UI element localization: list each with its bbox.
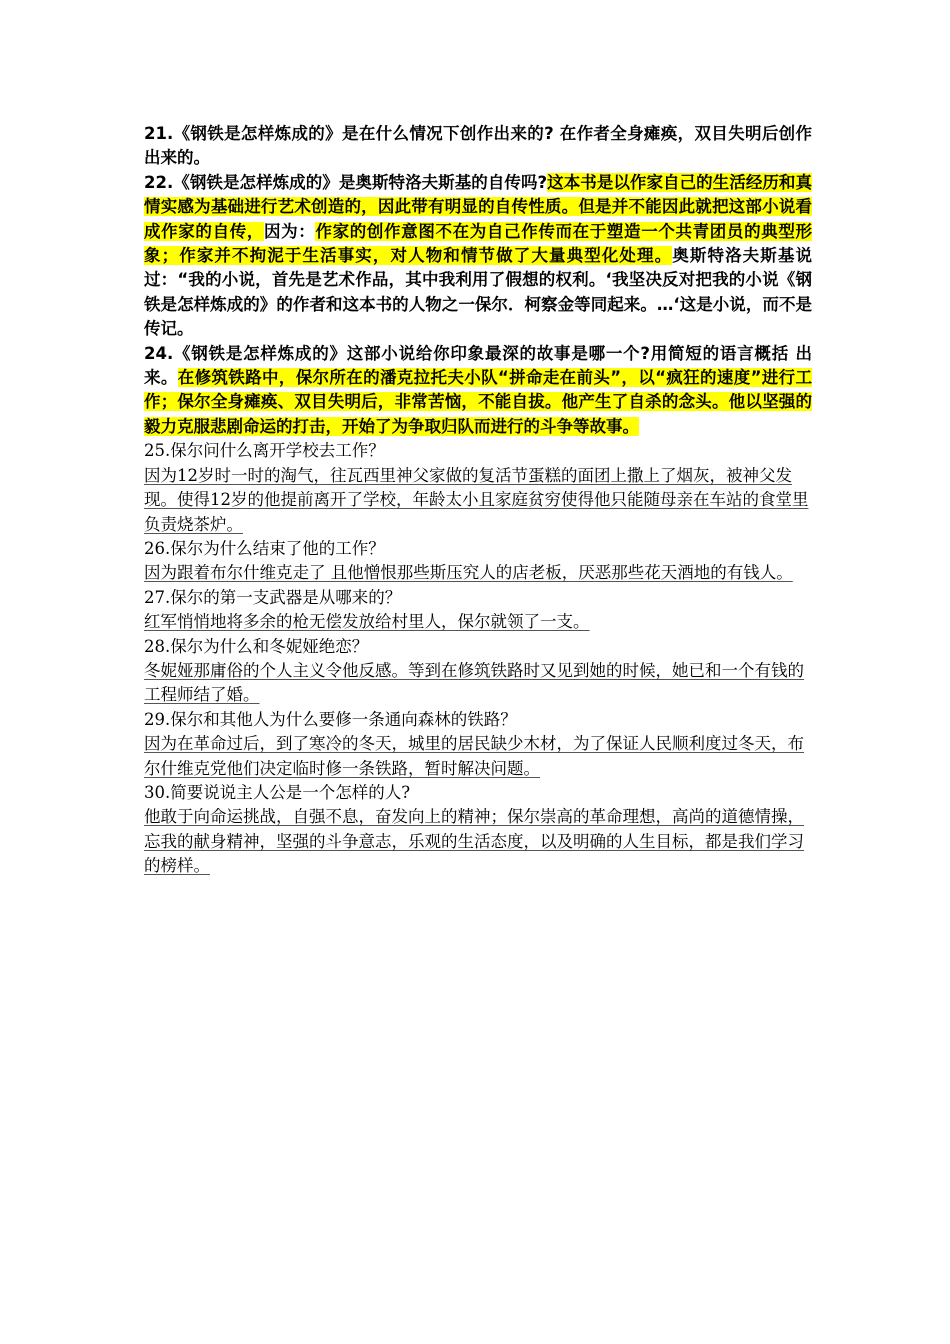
question-29 bbox=[144, 708, 812, 781]
question-21 bbox=[144, 122, 812, 171]
question-25 bbox=[144, 439, 812, 537]
answer-26 bbox=[144, 561, 812, 585]
question-22-highlight-2: 作家的创作意图不在为自己作传而在于塑造一个共青团员的典型形象；作家并不拘泥于生活事实，对人物和情节做了大量典型化处理。 bbox=[144, 221, 813, 266]
answer-30 bbox=[144, 805, 812, 878]
answer-27-text: 红军悄悄地将多余的枪无偿发放给村里人，保尔就领了一支。 bbox=[144, 612, 590, 632]
question-22-highlight-1: 这本书是以作家自己的生活经历和真情实感为基础进行艺术创造的，因此带有明显的自传性质。但是并不能因此就把这部小说看成作家的自传， bbox=[144, 172, 812, 241]
answer-25 bbox=[144, 464, 812, 537]
question-30-text: 30.简要说说主人公是一个怎样的人? bbox=[144, 782, 411, 802]
question-27 bbox=[144, 586, 812, 635]
question-29-text: 29.保尔和其他人为什么要修一条通向森林的铁路？ bbox=[144, 709, 517, 729]
question-26 bbox=[144, 537, 812, 586]
question-21-text: 21.《钢铁是怎样炼成的》是在什么情况下创作出来的? 在作者全身瘫痪，双目失明后创作出来的。 bbox=[144, 124, 812, 168]
answer-27 bbox=[144, 610, 812, 634]
document-body bbox=[144, 122, 812, 879]
question-27-text: 27.保尔的第一支武器是从哪来的？ bbox=[144, 587, 402, 607]
question-26-text: 26.保尔为什么结束了他的工作？ bbox=[144, 538, 385, 558]
answer-25-text: 因为12岁时一时的淘气，往瓦西里神父家做的复活节蛋糕的面团上撒上了烟灰，被神父发现。使得12岁的他提前离开了学校，年龄太小且家庭贫穷使得他只能随母亲在车站的食堂里负责烧茶炉。 bbox=[144, 465, 809, 534]
question-24 bbox=[144, 342, 812, 440]
question-22-plain-2: 奥斯特洛夫斯基说过：“我的小说，首先是艺术作品，其中我利用了假想的权利。‘我坚决反对把我的小说《钢铁是怎样炼成的》的作者和这本书的人物之一保尔．柯察金等同起来。…‘这是小说，而不是传记。 bbox=[144, 246, 813, 339]
question-24-highlight: 在修筑铁路中，保尔所在的潘克拉托夫小队“拼命走在前头”，以“疯狂的速度”进行工作；保尔全身瘫痪、双目失明后，非常苦恼，不能自拔。他产生了自杀的念头。他以坚强的毅力克服悲剧命运的打击，开始了为争取归队而进行的斗争等故事。 bbox=[144, 368, 812, 436]
answer-29 bbox=[144, 732, 812, 781]
answer-28 bbox=[144, 659, 812, 708]
question-22 bbox=[144, 171, 812, 342]
question-30 bbox=[144, 781, 812, 879]
question-28 bbox=[144, 635, 812, 708]
answer-30-text: 他敢于向命运挑战，自强不息，奋发向上的精神；保尔崇高的革命理想，高尚的道德情操，忘我的献身精神，坚强的斗争意志，乐观的生活态度，以及明确的人生目标，都是我们学习的榜样。 bbox=[144, 807, 804, 876]
answer-28-text: 冬妮娅那庸俗的个人主义令他反感。等到在修筑铁路时又见到她的时候，她已和一个有钱的工程师结了婚。 bbox=[144, 660, 804, 705]
question-22-plain-1: 因为： bbox=[264, 221, 316, 241]
question-28-text: 28.保尔为什么和冬妮娅绝恋？ bbox=[144, 636, 369, 656]
answer-29-text: 因为在革命过后，到了寒冷的冬天，城里的居民缺少木材，为了保证人民顺利度过冬天，布尔什维克党他们决定临时修一条铁路，暂时解决问题。 bbox=[144, 734, 804, 778]
question-24-text: 24.《钢铁是怎样炼成的》这部小说给你印象最深的故事是哪一个?用简短的语言概括 出来。 bbox=[144, 343, 812, 388]
question-25-text: 25.保尔问什么离开学校去工作？ bbox=[144, 441, 385, 461]
answer-26-text: 因为跟着布尔什维克走了 且他憎恨那些斯压究人的店老板，厌恶那些花天酒地的有钱人。 bbox=[144, 563, 793, 583]
question-22-text: 22.《钢铁是怎样炼成的》是奥斯特洛夫斯基的自传吗? bbox=[144, 172, 548, 192]
